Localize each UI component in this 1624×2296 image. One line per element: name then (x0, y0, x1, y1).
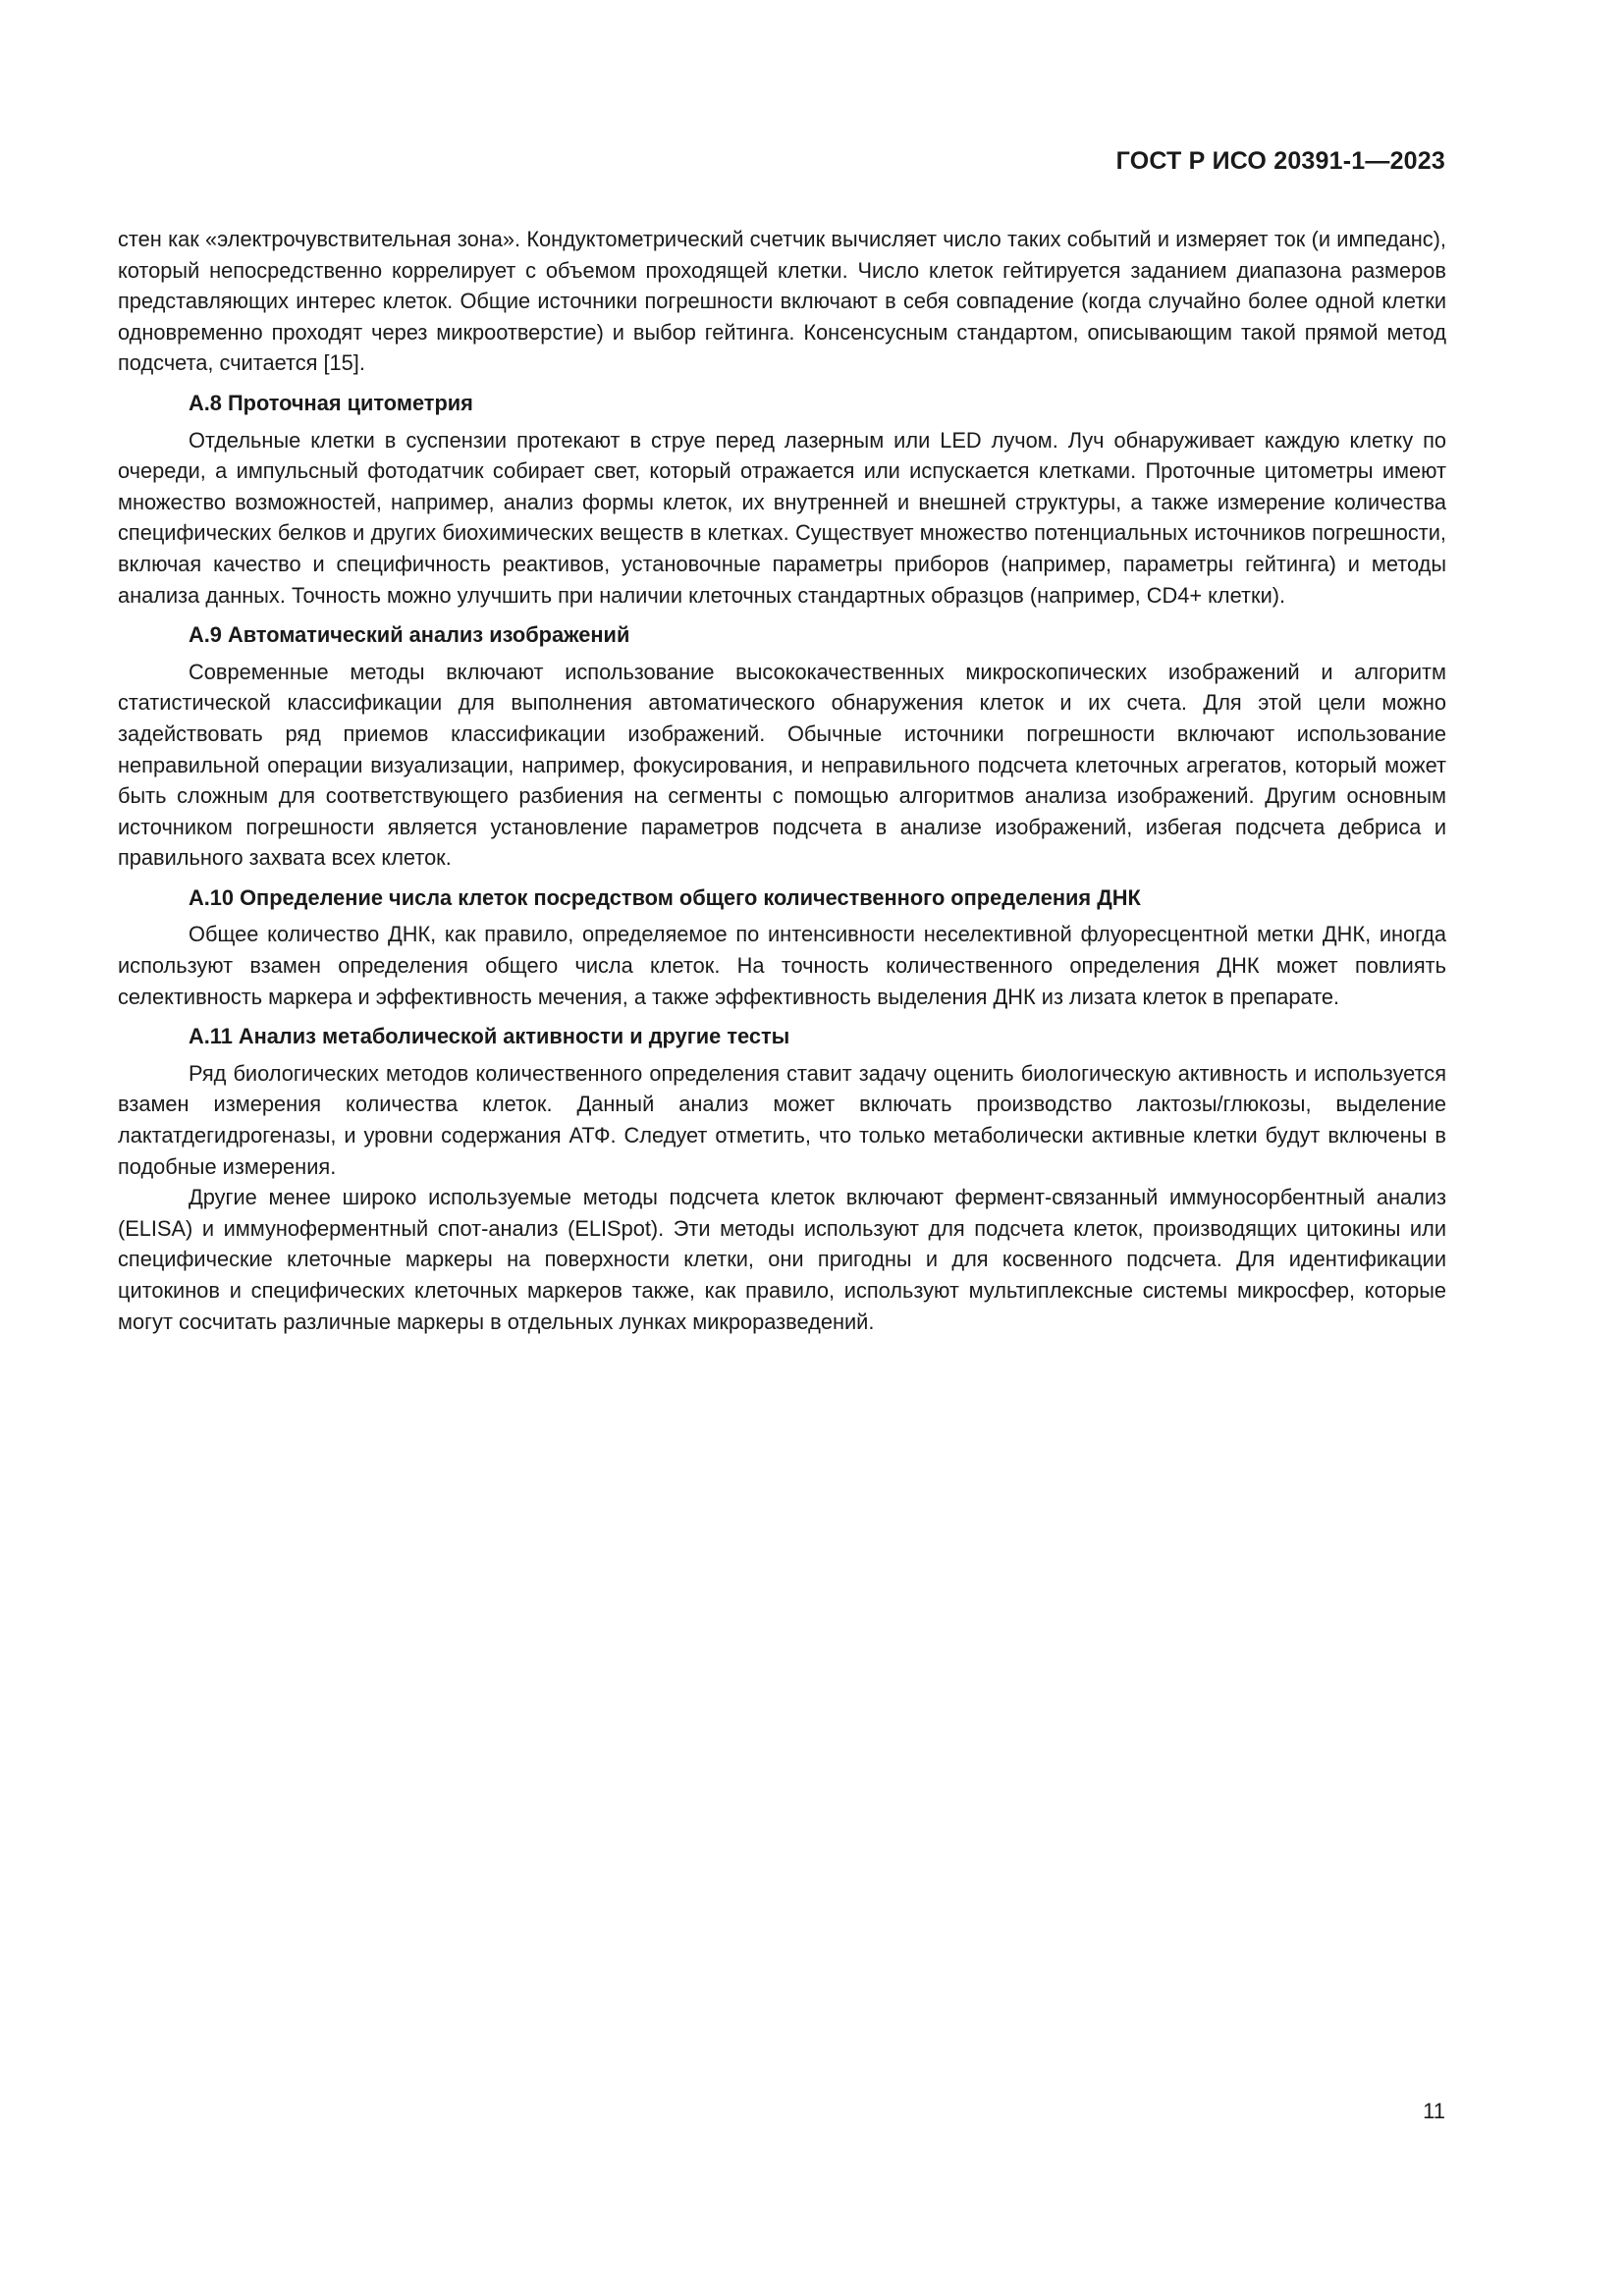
page-number: 11 (1423, 2099, 1445, 2123)
document-body (118, 224, 1446, 1337)
section-a10-paragraph: Общее количество ДНК, как правило, определяемое по интенсивности неселективной флуоресцентной метки ДНК, иногда используют взамен определения общего числа клеток. На точность количественного определения ДНК может повлиять селективность маркера и эффективность мечения, а также эффективность выделения ДНК из лизата клеток в препарате. (118, 922, 1446, 1009)
section-a11-paragraph-2: Другие менее широко используемые методы подсчета клеток включают фермент-связанный иммуносорбентный анализ (ELISA) и иммуноферментный спот-анализ (ELISpot). Эти методы используют для подсчета клеток, производящих цитокины или специфические клеточные маркеры на поверхности клетки, они пригодны и для косвенного подсчета. Для идентификации цитокинов и специфических клеточных маркеров также, как правило, используют мультиплексные системы микросфер, которые могут сосчитать различные маркеры в отдельных лунках микроразведений. (118, 1185, 1446, 1334)
section-a8-paragraph: Отдельные клетки в суспензии протекают в струе перед лазерным или LED лучом. Луч обнаруживает каждую клетку по очереди, а импульсный фотодатчик собирает свет, который отражается или испускается клетками. Проточные цитометры имеют множество возможностей, например, анализ формы клеток, их внутренней и внешней структуры, а также измерение количества специфических белков и других биохимических веществ в клетках. Существует множество потенциальных источников погрешности, включая качество и специфичность реактивов, установочные параметры приборов (например, параметры гейтинга) и методы анализа данных. Точность можно улучшить при наличии клеточных стандартных образцов (например, CD4+ клетки). (118, 427, 1446, 608)
section-a9-paragraph: Современные методы включают использование высококачественных микроскопических изображений и алгоритм статистической классификации для выполнения автоматического обнаружения клеток и их счета. Для этой цели можно задействовать ряд приемов классификации изображений. Обычные источники погрешности включают использование неправильной операции визуализации, например, фокусирования, и неправильного подсчета клеточных агрегатов, который может быть сложным для соответствующего разбиения на сегменты с помощью алгоритмов анализа изображений. Другим основным источником погрешности является установление параметров подсчета в анализе изображений, избегая подсчета дебриса и правильного захвата всех клеток. (118, 659, 1446, 871)
section-heading-a9: А.9 Автоматический анализ изображений (189, 622, 630, 648)
document-code-header: ГОСТ Р ИСО 20391-1—2023 (1115, 147, 1445, 175)
section-heading-a8: А.8 Проточная цитометрия (189, 390, 473, 415)
section-heading-a11: А.11 Анализ метаболической активности и другие тесты (189, 1024, 790, 1049)
section-heading-a10: А.10 Определение числа клеток посредством общего количественного определения ДНК (189, 884, 1141, 910)
intro-paragraph: стен как «электрочувствительная зона». Кондуктометрический счетчик вычисляет число таких событий и измеряет ток (и импеданс), который непосредственно коррелирует с объемом проходящей клетки. Число клеток гейтируется заданием диапазона размеров представляющих интерес клеток. Общие источники погрешности включают в себя совпадение (когда случайно более одной клетки одновременно проходят через микроотверстие) и выбор гейтинга. Консенсусным стандартом, описывающим такой прямой метод подсчета, считается [15]. (118, 227, 1446, 376)
section-a11-paragraph-1: Ряд биологических методов количественного определения ставит задачу оценить биологическую активность и используется взамен измерения количества клеток. Данный анализ может включать производство лактозы/глюкозы, выделение лактатдегидрогеназы, и уровни содержания АТФ. Следует отметить, что только метаболически активные клетки будут включены в подобные измерения. (118, 1060, 1446, 1179)
